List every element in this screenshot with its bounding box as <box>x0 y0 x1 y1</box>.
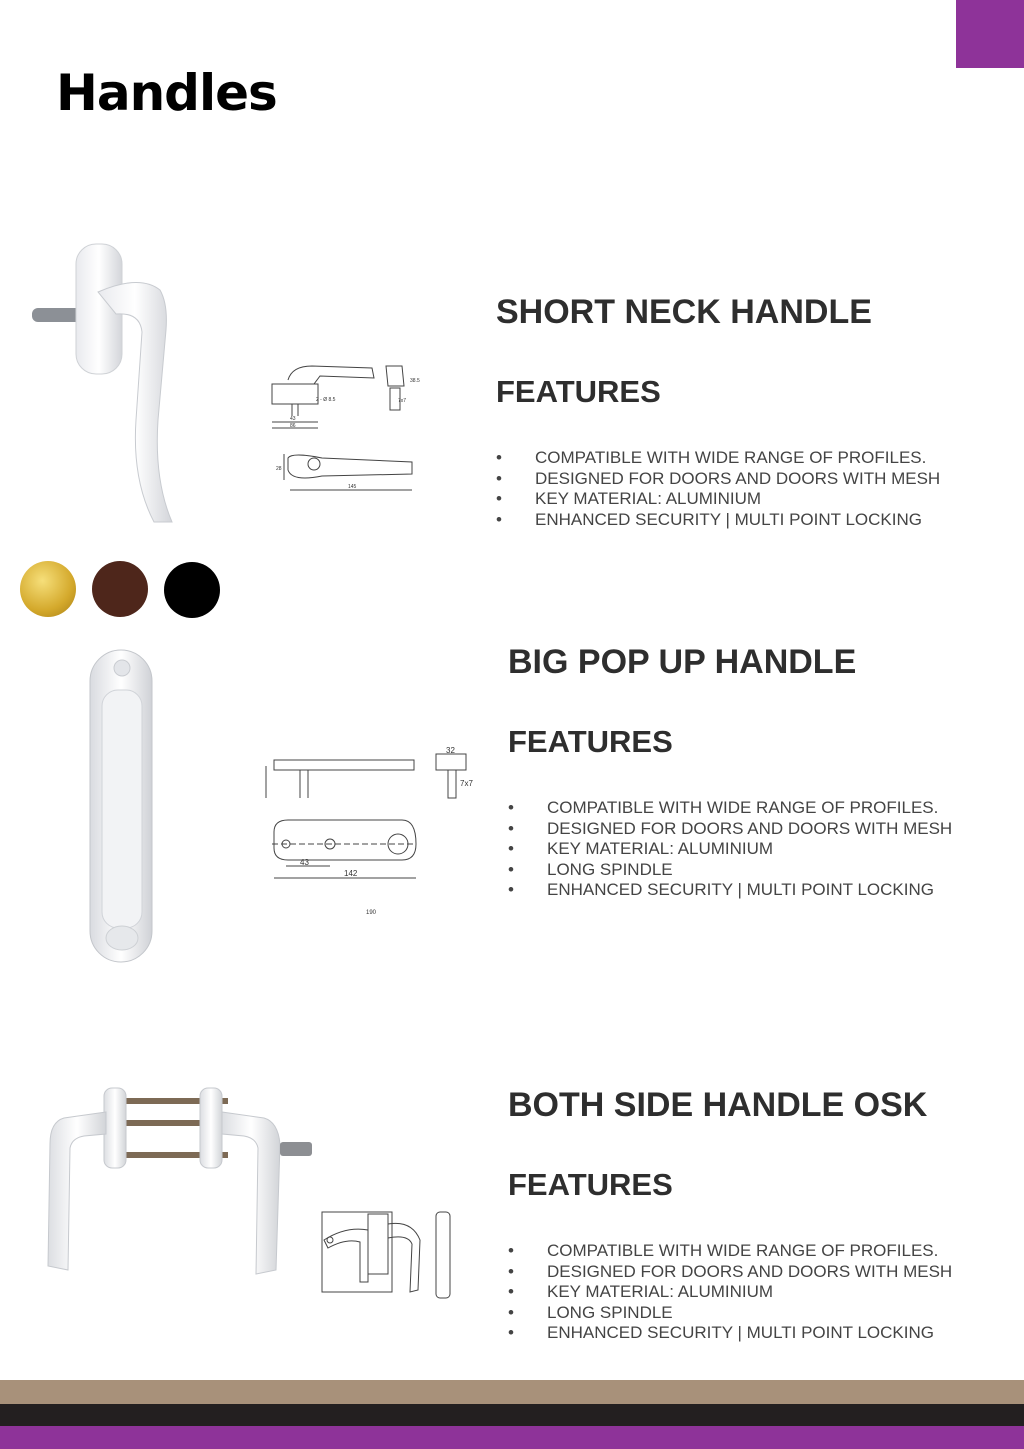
drawing-label: 86 <box>290 423 296 429</box>
section-title: BIG POP UP HANDLE <box>508 643 857 681</box>
drawing-label: 43 <box>290 416 296 422</box>
features-list <box>508 1241 968 1344</box>
list-item: • DESIGNED FOR DOORS AND DOORS WITH MESH <box>508 818 953 838</box>
section-title: SHORT NECK HANDLE <box>496 293 872 331</box>
list-item: • LONG SPINDLE <box>508 859 673 879</box>
both-side-handle-section <box>508 1085 988 1375</box>
both-side-handle-drawing <box>316 1200 466 1304</box>
list-item: • COMPATIBLE WITH WIDE RANGE OF PROFILES. <box>508 798 939 817</box>
drawing-label: 190 <box>366 910 377 916</box>
big-pop-up-handle-section <box>508 642 988 932</box>
list-item: • DESIGNED FOR DOORS AND DOORS WITH MESH <box>508 1261 953 1281</box>
drawing-label: 7x7 <box>460 779 473 788</box>
gold-finish-swatch <box>20 561 76 617</box>
drawing-label: 28 <box>276 466 282 472</box>
drawing-label: 38.5 <box>410 378 420 384</box>
drawing-label: 145 <box>348 484 357 490</box>
list-item: • ENHANCED SECURITY | MULTI POINT LOCKING <box>508 1323 934 1343</box>
list-item: • DESIGNED FOR DOORS AND DOORS WITH MESH <box>496 468 941 488</box>
black-finish-swatch <box>164 562 220 618</box>
corner-accent-tab <box>956 0 1024 68</box>
short-neck-handle-photo <box>28 240 188 530</box>
drawing-label: 2 - Ø 8.5 <box>316 397 336 403</box>
features-list <box>496 448 956 530</box>
list-item: • ENHANCED SECURITY | MULTI POINT LOCKING <box>496 509 922 529</box>
list-item: • COMPATIBLE WITH WIDE RANGE OF PROFILES. <box>496 448 927 467</box>
list-item: • KEY MATERIAL: ALUMINIUM <box>508 839 774 859</box>
drawing-label: 43 <box>300 858 309 867</box>
list-item: • ENHANCED SECURITY | MULTI POINT LOCKING <box>508 880 934 900</box>
drawing-label: 32 <box>446 746 455 755</box>
drawing-label: 7x7 <box>398 398 407 404</box>
list-item: • LONG SPINDLE <box>508 1302 673 1322</box>
list-item: • COMPATIBLE WITH WIDE RANGE OF PROFILES. <box>508 1241 939 1260</box>
features-list <box>508 798 968 901</box>
list-item: • KEY MATERIAL: ALUMINIUM <box>496 489 762 509</box>
section-title: BOTH SIDE HANDLE OSK <box>508 1086 928 1124</box>
page-title: Handles <box>56 64 277 122</box>
short-neck-handle-drawing <box>262 358 422 498</box>
footer-band-purple <box>0 1426 1024 1449</box>
brown-finish-swatch <box>92 561 148 617</box>
features-heading: FEATURES <box>508 724 673 759</box>
both-side-handle-photo <box>44 1084 318 1278</box>
features-heading: FEATURES <box>508 1167 673 1202</box>
features-heading: FEATURES <box>496 374 661 409</box>
short-neck-handle-section <box>496 292 976 562</box>
drawing-label: 142 <box>344 869 358 878</box>
footer-band-taupe <box>0 1380 1024 1404</box>
big-pop-up-handle-drawing <box>260 744 480 920</box>
list-item: • KEY MATERIAL: ALUMINIUM <box>508 1282 774 1302</box>
footer-band-dark <box>0 1404 1024 1426</box>
big-pop-up-handle-photo <box>86 646 158 968</box>
